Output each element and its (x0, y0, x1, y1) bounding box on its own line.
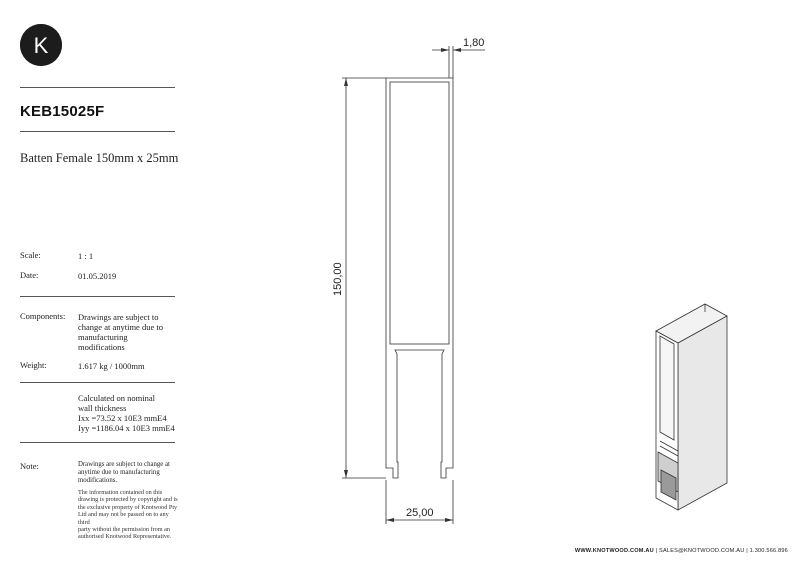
copyright-line: authorised Knotwood Representative. (78, 533, 172, 541)
components-line: manufacturing (78, 332, 128, 342)
note-line: modifications. (78, 477, 118, 485)
width-dimension: 25,00 (406, 507, 434, 519)
date-label: Date: (20, 270, 39, 280)
scale-value: 1 : 1 (78, 251, 94, 261)
nominal-line: wall thickness (78, 403, 127, 413)
components-line: Drawings are subject to (78, 312, 159, 322)
footer-contact (575, 548, 788, 554)
scale-label: Scale: (20, 250, 41, 260)
height-dimension: 150,00 (332, 262, 344, 296)
weight-value: 1.617 kg / 1000mm (78, 361, 145, 371)
nominal-line: Calculated on nominal (78, 393, 155, 403)
arrow-icon (453, 48, 461, 52)
arrow-icon (344, 470, 348, 478)
thickness-dimension: 1,80 (463, 37, 485, 49)
copyright-line: drawing is protected by copyright and is (78, 496, 178, 504)
copyright-line: The information contained on this (78, 489, 163, 496)
isometric-view (656, 304, 727, 510)
note-label: Note: (20, 461, 39, 471)
copyright-line: party without the permission from an (78, 526, 170, 534)
product-code: KEB15025F (20, 103, 105, 120)
arrow-icon (441, 48, 449, 52)
note-line: anytime due to manufacturing (78, 469, 160, 477)
date-value: 01.05.2019 (78, 271, 117, 281)
arrow-icon (344, 78, 348, 86)
nominal-line: Iyy =1186.04 x 10E3 mmE4 (78, 423, 175, 433)
profile-outline (386, 78, 453, 478)
copyright-line: the exclusive property of Knotwood Pty (78, 503, 178, 511)
profile-chamber (390, 82, 449, 344)
copyright-line: Ltd and may not be passed on to any third (78, 511, 169, 526)
nominal-line: Ixx =73.52 x 10E3 mmE4 (78, 413, 167, 423)
note-line: Drawings are subject to change at (78, 461, 170, 468)
phone-number: 1.300.566.896 (749, 548, 788, 554)
website-link[interactable]: WWW.KNOTWOOD.COM.AU (574, 548, 654, 554)
components-label: Components: (20, 311, 66, 321)
footer-separator: | (746, 548, 750, 554)
arrow-icon (386, 518, 394, 522)
components-line: change at anytime due to (78, 322, 163, 332)
weight-label: Weight: (20, 360, 47, 370)
footer-separator: | (655, 548, 660, 554)
email-link[interactable]: SALES@KNOTWOOD.COM.AU (659, 548, 745, 554)
logo-letter: K (33, 33, 49, 58)
arrow-icon (445, 518, 453, 522)
components-line: modifications (78, 342, 125, 352)
product-description: Batten Female 150mm x 25mm (20, 151, 179, 165)
